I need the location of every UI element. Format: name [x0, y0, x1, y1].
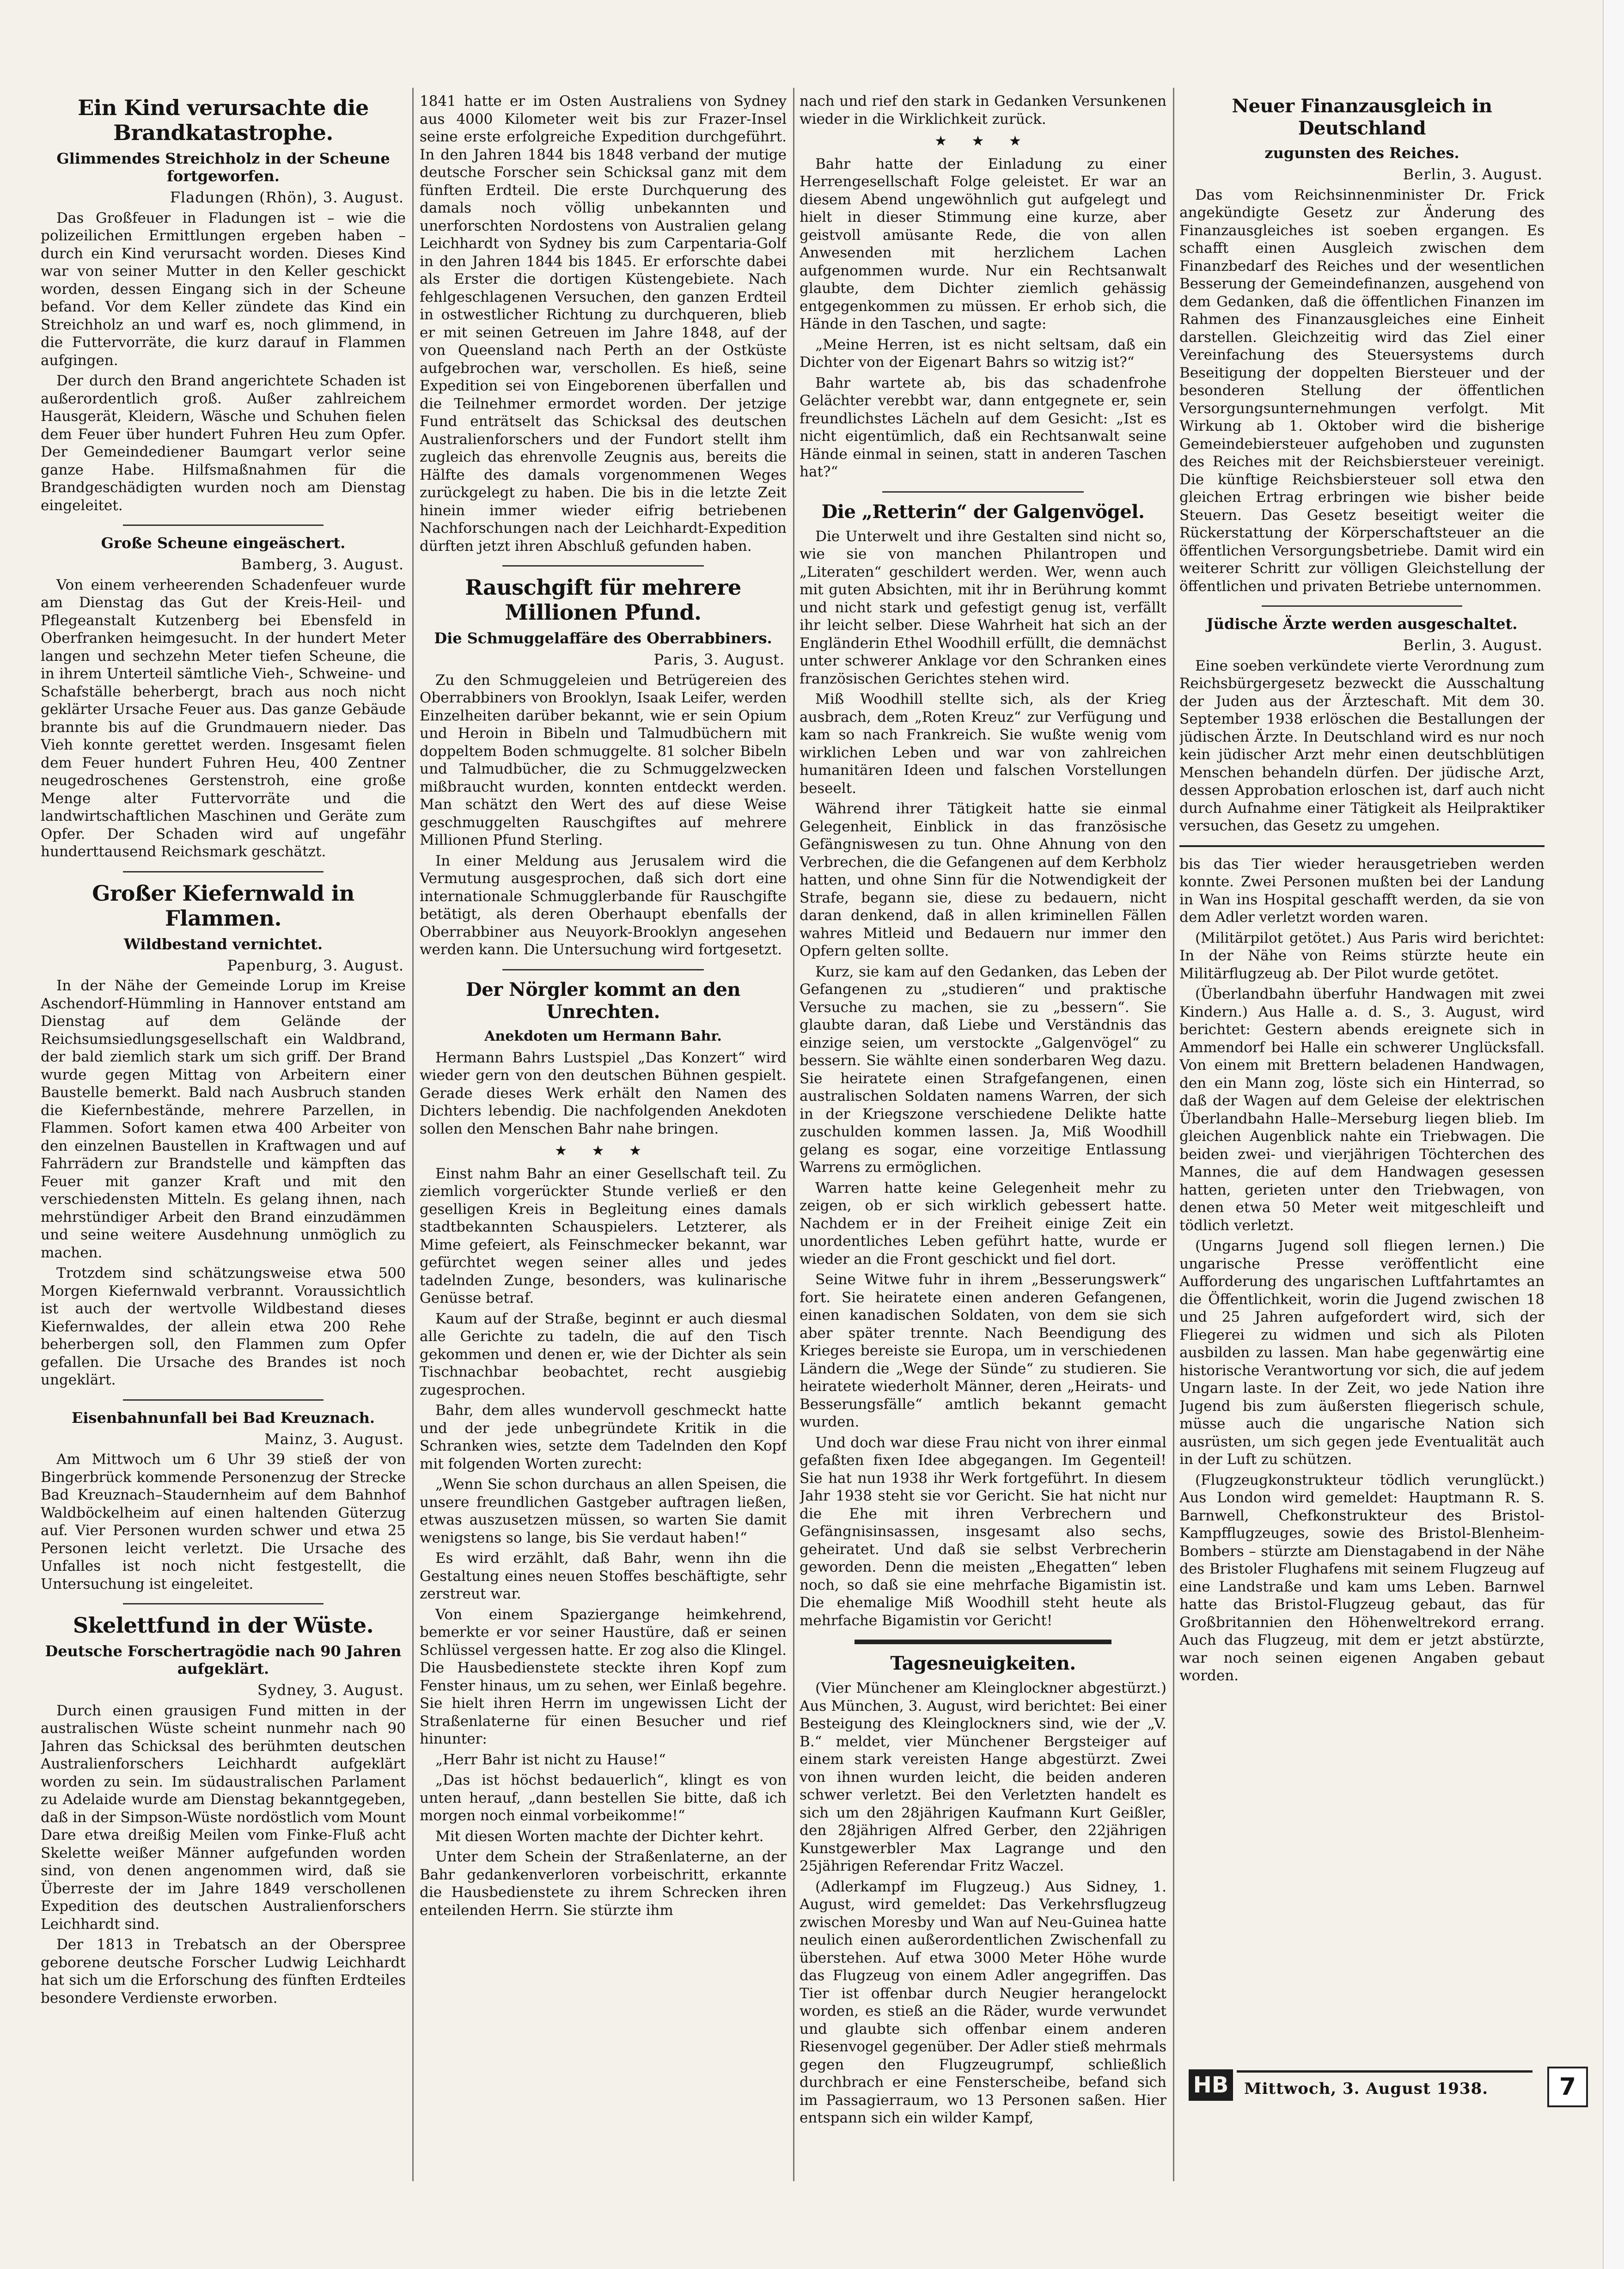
article-paragraph: Miß Woodhill stellte sich, als der Krieg ausbrach, dem „Roten Kreuz“ zur Verfügung und kam so nach Frankreich. Sie wußte wenig vom wirklichen Leben und war von zahlreichen humanitären Ideen und falschen Vorstellungen beseelt. — [800, 691, 1166, 797]
subheadline: zugunsten des Reiches. — [1264, 144, 1459, 162]
dateline: Papenburg, 3. August. — [227, 956, 404, 974]
article-paragraph: Es wird erzählt, daß Bahr, wenn ihn die Gestaltung eines neuen Stoffes beschäftigte, sehr zerstreut war. — [420, 1550, 787, 1602]
subheadline: Deutsche Forschertragödie nach 90 Jahren aufgeklärt. — [45, 1642, 402, 1677]
column-rule — [1173, 88, 1174, 2181]
news-item: (Adlerkampf im Flugzeug.) Aus Sidney, 1. August, wird gemeldet: Das Verkehrsflugzeug zwischen Moresby und Wan auf Neu-Guinea hatte neulich einen außerordentlichen Zwischenfall zu überstehen. Auf etwa 3000 Meter Höhe wurde das Flugzeug von einem Adler angegriffen. Das Tier ist offenbar durch Neugier herangelockt worden, es stieß an die Räder, wurde verwundet und glaubte sich offenbar einem anderen Riesenvogel gegenüber. Der Adler stieß mehrmals gegen den Flugzeugrumpf, schließlich durchbrach er eine Fensterscheibe, befand sich im Passagierraum, wo 13 Personen saßen. Hier entspann sich ein wilder Kampf, — [800, 1878, 1166, 2126]
article-paragraph: Der durch den Brand angerichtete Schaden ist außerordentlich groß. Außer zahlreichem Hausgerät, Kleidern, Wäsche und Schuhen fielen dem Feuer über hundert Fuhren Heu zum Opfer. Der Gemeindediener Baumgart verlor seine ganze Habe. Hilfsmaßnahmen für die Brandgeschädigten wurden noch am Dienstag eingeleitet. — [41, 372, 406, 514]
article-paragraph: Zu den Schmuggeleien und Betrügereien des Oberrabbiners von Brooklyn, Isaak Leifer, werden Einzelheiten darüber bekannt, wie er sein Opium und Heroin in Bibeln und Talmudbüchern mit doppeltem Boden schmuggelte. 81 solcher Bibeln und Talmudbücher, die zu Schmuggelzwecken mißbraucht wurden, konnten entdeckt werden. Man schätzt den Wert des auf diese Weise geschmuggelten Rauschgiftes auf mehrere Millionen Pfund Sterling. — [420, 671, 787, 848]
article-paragraph: Durch einen grausigen Fund mitten in der australischen Wüste scheint nunmehr nach 90 Jahren das Schicksal des berühmten deutschen Australienforschers Leichhardt aufgeklärt worden zu sein. Im südaustralischen Parlament zu Adelaide wurde am Dienstag bekanntgegeben, daß in der Simpson-Wüste nordöstlich vom Mount Dare etwa dreißig Meilen vom Finke-Fluß acht Skelette weißer Männer aufgefunden worden sind, von denen angenommen wird, daß sie Überreste der im Jahre 1849 verschollenen Expedition des deutschen Australienforschers Leichhardt sind. — [41, 1702, 406, 1933]
page-number: 7 — [1547, 2067, 1588, 2107]
article-paragraph: In einer Meldung aus Jerusalem wird die Vermutung ausgesprochen, daß sich dort eine internationale Schmugglerbande für Rauschgifte betätigt, als deren Oberhaupt ebenfalls der Oberrabbiner aus Neuyork-Brooklyn angesehen werden kann. Die Untersuchung wird fortgesetzt. — [420, 852, 787, 958]
article-paragraph: Bahr, dem alles wundervoll geschmeckt hatte und der jede unbegründete Kritik in die Schranken wies, setzte dem Tadelnden den Kopf mit folgenden Worten zurecht: — [420, 1402, 787, 1472]
article-paragraph: Von einem Spaziergange heimkehrend, bemerkte er vor seiner Haustüre, daß er seinen Schlüssel vergessen hatte. Er zog also die Klingel. Die Hausbedienstete steckte ihren Kopf zum Fenster hinaus, um zu sehen, wer Einlaß begehre. Sie hielt ihren Herrn im ungewissen Licht der Straßenlaterne für einen Besucher und rief hinunter: — [420, 1606, 787, 1747]
article-paragraph: Bahr wartete ab, bis das schadenfrohe Gelächter verebbt war, dann entgegnete er, sein freundlichstes Lächeln auf dem Gesicht: „Ist es nicht eigentümlich, daß ein Rechtsanwalt seine Hände einmal in seinen, statt in anderen Taschen hat?“ — [800, 374, 1166, 480]
article-paragraph: Warren hatte keine Gelegenheit mehr zu zeigen, ob er sich wirklich gebessert hatte. Nachdem er in der Freiheit einige Zeit ein unordentliches Leben geführt hatte, wurde er wieder an die Front geschickt und fiel dort. — [800, 1179, 1166, 1268]
news-item: (Überlandbahn überfuhr Handwagen mit zwei Kindern.) Aus Halle a. d. S., 3. August, wird berichtet: Gestern abends ereignete sich in Ammendorf bei Halle ein schwerer Unglücksfall. Von einem mit Brettern beladenen Handwagen, den ein Mann zog, löste sich ein Hinterrad, so daß der Wagen auf dem Geleise der elektrischen Überlandbahn Halle–Merseburg liegen blieb. Im gleichen Augenblick nahte ein Triebwagen. Die beiden zwei- und vierjährigen Töchterchen des Mannes, die auf dem Handwagen gesessen hatten, gerieten unter den Triebwagen, von denen etwa 50 Meter weit mitgeschleift und tödlich verletzt. — [1179, 986, 1545, 1234]
separator — [882, 491, 1084, 493]
headline: Die „Retterin“ der Galgenvögel. — [821, 500, 1145, 523]
separator — [123, 525, 324, 526]
dateline: Bamberg, 3. August. — [241, 555, 404, 573]
subheadline: Die Schmuggelaffäre des Oberrabbiners. — [434, 629, 772, 647]
separator — [123, 871, 324, 872]
article-paragraph: Während ihrer Tätigkeit hatte sie einmal Gelegenheit, Einblick in das französische Gefängniswesen zu tun. Ohne Ahnung von den Verbrechen, die die Gefangenen auf dem Kerbholz hatten, und ohne Sinn für die Notwendigkeit der Strafe, begann sie, diese zu bedauern, nicht daran denkend, daß in allen kriminellen Fällen wahres Mitleid und Bedauern nur immer den Opfern gelten sollte. — [800, 800, 1166, 959]
dateline: Berlin, 3. August. — [1403, 636, 1543, 654]
article-paragraph: Von einem verheerenden Schadenfeuer wurde am Dienstag das Gut der Kreis-Heil- und Pflegeanstalt Kutzenberg bei Ebensfeld in Oberfranken heimgesucht. In der hundert Meter langen und sechzehn Meter tiefen Scheune, die in ihrem Unterteil sämtliche Vieh-, Schweine- und Schafställe beherbergt, brach aus noch nicht geklärter Ursache Feuer aus. Das ganze Gebäude brannte bis auf die Grundmauern nieder. Das Vieh konnte gerettet werden. Insgesamt fielen dem Feuer hundert Fuhren Heu, 400 Zentner neugedroschenes Gerstenstroh, eine große Menge alter Futtervorräte und die landwirtschaftlichen Maschinen und Geräte zum Opfer. Der Schaden wird auf ungefähr hunderttausend Reichsmark geschätzt. — [41, 576, 406, 860]
separator — [123, 1399, 324, 1401]
article-paragraph: Das vom Reichsinnenminister Dr. Frick angekündigte Gesetz zur Änderung des Finanzausgleiches ist soeben ergangen. Es schafft einen Ausgleich zwischen dem Finanzbedarf des Reiches und der wesentlichen Besserung der Gemeindefinanzen, ausgehend von dem Gedanken, daß die öffentlichen Finanzen im Rahmen des Finanzausgleiches eine Einheit darstellen. Gleichzeitig wird das Ziel einer Vereinfachung des Steuersystems durch Beseitigung der doppelten Biersteuer und der besonderen Stellung der öffentlichen Versorgungsunternehmungen verfolgt. Mit Wirkung ab 1. Oktober wird die bisherige Gemeindebiersteuer aufgehoben und zugunsten des Reiches mit der Reichsbiersteuer vereinigt. Die künftige Reichsbiersteuer soll etwa den gleichen Ertrag erbringen wie bisher beide Steuern. Das Gesetz beseitigt weiter die Rückerstattung der Körperschaftsteuer an die öffentlichen Versorgungsbetriebe. Damit wird ein weiterer Schritt zur völligen Gleichstellung der öffentlichen und privaten Betriebe unternommen. — [1179, 186, 1545, 595]
page-footer — [1189, 2067, 1595, 2106]
subheadline: Wildbestand vernichtet. — [123, 935, 323, 953]
headline: Tagesneuigkeiten. — [890, 1653, 1076, 1674]
headline: Große Scheune eingeäschert. — [101, 534, 346, 552]
article-paragraph: Am Mittwoch um 6 Uhr 39 stieß der von Bingerbrück kommende Personenzug der Strecke Bad Kreuznach–Staudernheim auf dem Bahnhof Waldböckelheim auf einen haltenden Güterzug auf. Vier Personen wurden schwer und etwa 25 Personen leicht verletzt. Die Ursache des Unfalles ist noch nicht festgestellt, die Untersuchung ist eingeleitet. — [41, 1451, 406, 1592]
section-stars: ★ ★ ★ — [555, 1143, 652, 1159]
article-paragraph: Unter dem Schein der Straßenlaterne, an der Bahr gedankenverloren vorbeischritt, erkannte die Hausbedienstete zu ihrem Schrecken ihren enteilenden Herrn. Sie stürzte ihm — [420, 1848, 787, 1919]
article-paragraph: Mit diesen Worten machte der Dichter kehrt. — [435, 1828, 764, 1845]
article-paragraph: 1841 hatte er im Osten Australiens von Sydney aus 4000 Kilometer weit bis zur Frazer-Insel seine erste erfolgreiche Expedition durchgeführt. In den Jahren 1844 bis 1848 verband der mutige deutsche Forscher sein Schicksal ganz mit dem fünften Erdteil. Die erste Durchquerung des damals noch völlig unbekannten und unerforschten Nordostens von Australien gelang Leichhardt von Sydney bis zum Carpentaria-Golf in den Jahren 1844 bis 1845. Er erforschte dabei als Erster die dortigen Küstengebiete. Nach fehlgeschlagenen Versuchen, den ganzen Erdteil in ostwestlicher Richtung zu durchqueren, blieb er mit seinen Getreuen im Jahre 1848, auf der von Queensland nach Perth an der Ostküste aufgebrochen war, verschollen. Es hieß, seine Expedition sei von Eingeborenen überfallen und die Teilnehmer ermordet worden. Der jetzige Fund enträtselt das Schicksal des deutschen Australienforschers und der Fundort stellt ihm zugleich das ehrenvolle Zeugnis aus, bereits die Hälfte des damals vorgenommenen Weges zurückgelegt zu haben. Die bis in die letzte Zeit hinein immer wieder eifrig betriebenen Nachforschungen nach der Leichhardt-Expedition dürften jetzt ihren Abschluß gefunden haben. — [420, 93, 787, 555]
dateline: Fladungen (Rhön), 3. August. — [170, 189, 404, 206]
headline: Neuer Finanzausgleich in Deutschland — [1232, 95, 1492, 139]
dateline: Mainz, 3. August. — [264, 1430, 404, 1448]
dateline: Sydney, 3. August. — [257, 1681, 404, 1699]
separator — [1262, 605, 1463, 607]
article-paragraph: Hermann Bahrs Lustspiel „Das Konzert“ wird wieder gern von den deutschen Bühnen gespielt. Gerade dieses Werk erhält den Namen des Dichters lebendig. Die nachfolgenden Anekdoten sollen den Menschen Bahr nahe bringen. — [420, 1049, 787, 1137]
separator — [502, 969, 704, 970]
issue-date: Mittwoch, 3. August 1938. — [1244, 2080, 1489, 2098]
subheadline: Glimmendes Streichholz in der Scheune fortgeworfen. — [56, 150, 390, 185]
separator — [502, 565, 704, 567]
separator — [855, 1640, 1111, 1644]
section-stars: ★ ★ ★ — [934, 133, 1032, 149]
column-3 — [800, 92, 1166, 2130]
separator — [123, 1603, 324, 1604]
headline: Jüdische Ärzte werden ausgeschaltet. — [1206, 615, 1518, 633]
headline: Skelettfund in der Wüste. — [73, 1613, 374, 1638]
article-paragraph: Trotzdem sind schätzungsweise etwa 500 Morgen Kiefernwald verbrannt. Voraussichtlich ist auch der wertvolle Wildbestand dieses Kiefernwaldes, der allein etwa 200 Rehe beherbergen soll, den Flammen zum Opfer gefallen. Die Ursache des Brandes ist noch ungeklärt. — [41, 1265, 406, 1388]
news-item: (Vier Münchener am Kleinglockner abgestürzt.) Aus München, 3. August, wird berichtet: Bei einer Besteigung des Kleinglockners sind, wie der „V. B.“ meldet, vier Münchener Bergsteiger auf einem stark vereisten Hange abgestürzt. Zwei von ihnen wurden leicht, die beiden anderen schwer verletzt. Bei den Verletzten handelt es sich um den 28jährigen Kaufmann Kurt Geißler, den 28jährigen Alfred Gerber, den 22jährigen Kunstgewerbler Max Lagrange und den 25jährigen Referendar Fritz Waczel. — [800, 1680, 1166, 1874]
headline: Ein Kind verursachte die Brandkatastrophe. — [78, 95, 369, 145]
article-paragraph: In der Nähe der Gemeinde Lorup im Kreise Aschendorf-Hümmling in Hannover entstand am Dienstag auf dem Gelände der Reichsumsiedlungsgesellschaft ein Waldbrand, der bald ziemlich stark um sich griff. Der Brand wurde gegen Mittag von Arbeitern einer Baustelle bemerkt. Bald nach Ausbruch standen die Kiefernbestände, mehrere Parzellen, in Flammen. Sofort kamen etwa 400 Arbeiter von den einzelnen Baustellen in Kraftwagen und auf Fahrrädern zur Brandstelle und kämpften das Feuer mit ganzer Kraft und mit den verschiedensten Mitteln. Es gelang ihnen, nach mehrstündiger Arbeit den Brand einzudämmen und seine weitere Ausdehnung unmöglich zu machen. — [41, 977, 406, 1261]
column-4 — [1179, 92, 1545, 2130]
headline: Rauschgift für mehrere Millionen Pfund. — [465, 575, 741, 625]
column-2 — [420, 92, 787, 2130]
dateline: Paris, 3. August. — [653, 651, 785, 668]
article-paragraph: Kaum auf der Straße, beginnt er auch diesmal alle Gerichte zu tadeln, die auf den Tisch gekommen und denen er, wie der Dichter als sein Tischnachbar beobachtet, recht ausgiebig zugesprochen. — [420, 1310, 787, 1398]
page-edge — [1603, 0, 1624, 2269]
headline: Eisenbahnunfall bei Bad Kreuznach. — [72, 1409, 375, 1427]
news-item: bis das Tier wieder herausgetrieben werden konnte. Zwei Personen mußten bei der Landung in Wan ins Hospital geschafft werden, da sie von dem Adler verletzt worden waren. — [1179, 855, 1545, 926]
news-item: (Ungarns Jugend soll fliegen lernen.) Die ungarische Presse veröffentlicht eine Aufforderung des ungarischen Luftfahrtamtes an die Öffentlichkeit, worin die Jugend zwischen 18 und 25 Jahren aufgefordert wird, sich der Fliegerei zu widmen und sich als Piloten ausbilden zu lassen. Man habe gegenwärtig eine historische Verantwortung vor sich, die auf jedem Ungarn laste. In der Zeit, wo jede Nation ihre Jugend bis zum äußersten fliegerisch schule, müsse auch die ungarische Nation sich ausrüsten, um sich gegen jede Eventualität auch in der Luft zu schützen. — [1179, 1238, 1545, 1468]
article-paragraph: Das Großfeuer in Fladungen ist – wie die polizeilichen Ermittlungen ergeben haben – durch ein Kind verursacht worden. Dieses Kind war von seiner Mutter in den Keller geschickt worden, dessen Eingang sich in der Scheune befand. Vor dem Keller zündete das Kind ein Streichholz an und warf es, noch glimmend, in die Futtervorräte, die kurz darauf in Flammen aufgingen. — [41, 209, 406, 369]
column-1 — [41, 92, 406, 2130]
article-paragraph: Eine soeben verkündete vierte Verordnung zum Reichsbürgergesetz bezweckt die Ausschaltung der Juden aus der Ärzteschaft. Mit dem 30. September 1938 erlöschen die Bestallungen der jüdischen Ärzte. In Deutschland wird es nur noch kein jüdischer Arzt mehr einen deutschblütigen Menschen behandeln dürfen. Der jüdische Arzt, dessen Approbation erloschen ist, darf auch nicht durch Aufnahme einer Tätigkeit als Heilpraktiker versuchen, das Gesetz zu umgehen. — [1179, 657, 1545, 834]
news-item: (Flugzeugkonstrukteur tödlich verunglückt.) Aus London wird gemeldet: Hauptmann R. S. Barnwell, Chefkonstrukteur des Bristol-Kampfflugzeuges, sowie des Bristol-Blenheim-Bombers – stürzte am Dienstagabend in der Nähe des Bristoler Flughafens mit seinem Flugzeug auf eine Landstraße und kam ums Leben. Barnwel hatte das Bristol-Flugzeug gebaut, das für Großbritannien den Höhenweltrekord errang. Auch das Flugzeug, mit dem er jetzt abstürzte, war noch seinen eigenen Angaben gebaut worden. — [1179, 1471, 1545, 1684]
publisher-logo: HB — [1189, 2069, 1233, 2101]
article-paragraph: Seine Witwe fuhr in ihrem „Besserungswerk“ fort. Sie heiratete einen anderen Gefangenen, einen kanadischen Soldaten, von dem sie sich aber später trennte. Nach Beendigung des Krieges bereiste sie Europa, um in verschiedenen Ländern die „Wege der Sünde“ zu studieren. Sie heiratete wiederholt Männer, deren „Heirats- und Besserungsfälle“ amtlich bekannt gemacht wurden. — [800, 1271, 1166, 1430]
separator — [1179, 845, 1545, 847]
article-paragraph: „Meine Herren, ist es nicht seltsam, daß ein Dichter von der Eigenart Bahrs so witzig ist?“ — [800, 336, 1166, 371]
article-paragraph: „Wenn Sie schon durchaus an allen Speisen, die unsere freundlichen Gastgeber auftragen ließen, etwas auszusetzen müssen, so warten Sie damit wenigstens so lange, bis Sie verdaut haben!“ — [420, 1476, 787, 1546]
article-paragraph: Einst nahm Bahr an einer Gesellschaft teil. Zu ziemlich vorgerückter Stunde verließ er den geselligen Kreis in Begleitung eines damals stadtbekannten Schauspielers. Letzterer, als Mime gefeiert, als Feinschmecker bekannt, war gefürchtet wegen seiner alles und jedes tadelnden Zunge, besonders, was kulinarische Genüsse betraf. — [420, 1165, 787, 1306]
article-paragraph: Der 1813 in Trebatsch an der Oberspree geborene deutsche Forscher Ludwig Leichhardt hat sich um die Erforschung des fünften Erdteiles besondere Verdienste erworben. — [41, 1936, 406, 2007]
article-paragraph: Die Unterwelt und ihre Gestalten sind nicht so, wie sie von manchen Philantropen und „Literaten“ geschildert werden. Wer, wenn auch mit guten Absichten, mit ihr in Berührung kommt und nicht stark und gefestigt genug ist, verfällt ihr leicht selber. Diese Wahrheit hat sich an der Engländerin Ethel Woodhill erfüllt, die demnächst unter schwerer Anklage vor den Schranken eines französischen Gerichtes stehen wird. — [800, 528, 1166, 687]
article-paragraph: nach und rief den stark in Gedanken Versunkenen wieder in die Wirklichkeit zurück. — [800, 93, 1166, 128]
column-rule — [793, 88, 794, 2181]
article-paragraph: „Das ist höchst bedauerlich“, klingt es von unten herauf, „dann bestellen Sie bitte, daß ich morgen noch einmal vorbeikomme!“ — [420, 1772, 787, 1824]
article-paragraph: Kurz, sie kam auf den Gedanken, das Leben der Gefangenen zu „studieren“ und praktische Versuche zu machen, sie zu „bessern“. Sie glaubte daran, daß Liebe und Verständnis das einzige seien, um verstockte „Galgenvögel“ zu bessern. Sie wählte einen sonderbaren Weg dazu. Sie heiratete einen Strafgefangenen, einen australischen Soldaten namens Warren, der sich in der Kriegszone verschiedene Delikte hatte zuschulden kommen lassen. Ja, Miß Woodhill gelang es sogar, eine vorzeitige Entlassung Warrens zu ermöglichen. — [800, 963, 1166, 1176]
footer-rule — [1237, 2070, 1532, 2073]
article-paragraph: „Herr Bahr ist nicht zu Hause!“ — [435, 1751, 666, 1768]
column-rule — [412, 88, 414, 2181]
article-paragraph: Und doch war diese Frau nicht von ihrer einmal gefaßten fixen Idee abgegangen. Im Gegenteil! Sie hat nun 1938 ihr Werk fortgeführt. In diesem Jahr 1938 steht sie vor Gericht. Sie hat nicht nur die Ehe mit ihren Verbrechern und Gefängnisinsassen, insgesamt also sechs, geheiratet. Und daß sie selbst Verbrecherin geworden. Denn die meisten „Ehegatten“ leben noch, so daß sie eine mehrfache Bigamistin ist. Die ehemalige Miß Woodhill steht heute als mehrfache Bigamistin vor Gericht! — [800, 1434, 1166, 1629]
dateline: Berlin, 3. August. — [1403, 165, 1543, 183]
article-paragraph: Bahr hatte der Einladung zu einer Herrengesellschaft Folge geleistet. Er war an diesem Abend ungewöhnlich gut aufgelegt und hielt in dieser Stimmung eine kurze, aber geistvoll amüsante Rede, die von allen Anwesenden mit herzlichem Lachen aufgenommen wurde. Nur ein Rechtsanwalt glaubte, dem Dichter ziemlich gehässig entgegenkommen zu müssen. Er erhob sich, die Hände in den Taschen, und sagte: — [800, 155, 1166, 332]
headline: Großer Kiefernwald in Flammen. — [92, 880, 354, 931]
news-item: (Militärpilot getötet.) Aus Paris wird berichtet: In der Nähe von Reims stürzte heute ein Militärflugzeug ab. Der Pilot wurde getötet. — [1179, 929, 1545, 982]
subheadline: Anekdoten um Hermann Bahr. — [484, 1028, 722, 1044]
headline: Der Nörgler kommt an den Unrechten. — [466, 978, 740, 1023]
